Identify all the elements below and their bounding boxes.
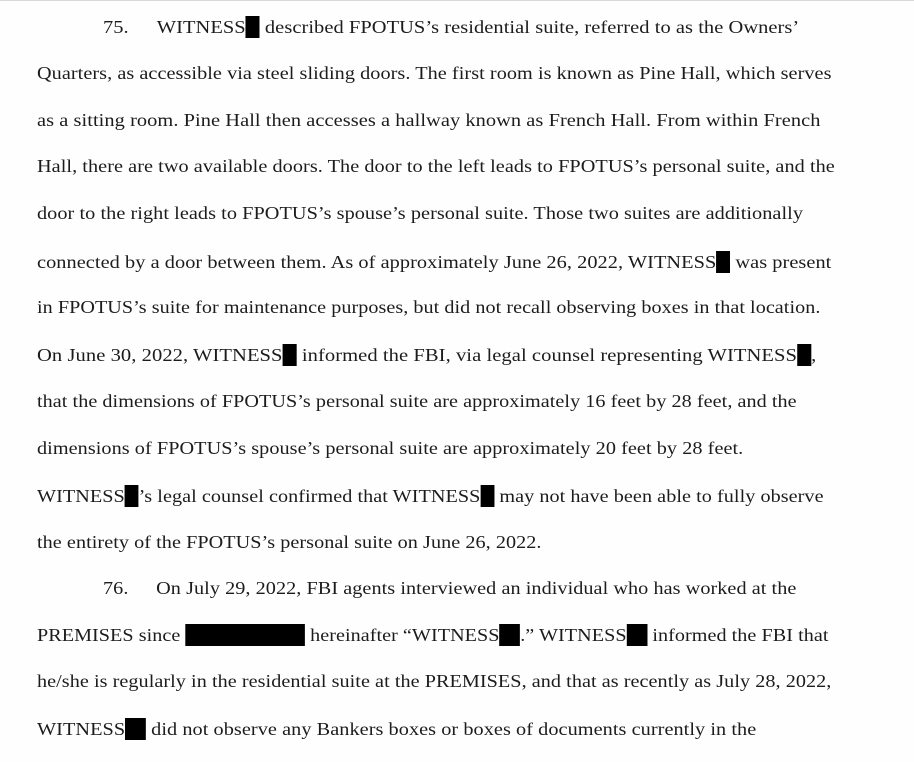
text-line [37, 110, 821, 131]
text-line [37, 297, 820, 318]
text-line [37, 485, 824, 507]
text-segment: described FPOTUS’s residential suite, referred to as the Owners’ [259, 17, 800, 37]
paragraph-number: 75. [103, 17, 129, 37]
redaction-box [500, 624, 521, 646]
text-line [37, 624, 828, 646]
text-segment: Hall, there are two available doors. The door to the left leads to FPOTUS’s personal suite, and the [37, 156, 835, 176]
text-line [37, 203, 803, 224]
text-segment: informed the FBI, via legal counsel representing WITNESS [296, 345, 798, 365]
text-segment: .” WITNESS [520, 625, 627, 645]
text-line [37, 438, 743, 459]
text-segment: On June 30, 2022, WITNESS [37, 345, 283, 365]
text-segment: the entirety of the FPOTUS’s personal suite on June 26, 2022. [37, 532, 542, 552]
text-line [103, 16, 799, 38]
text-segment: that the dimensions of FPOTUS’s personal suite are approximately 16 feet by 28 feet, and the [37, 391, 797, 411]
text-segment: WITNESS [156, 17, 246, 37]
text-line [37, 251, 831, 273]
redaction-box [716, 251, 730, 273]
text-segment: was present [730, 252, 832, 272]
redaction-box [283, 344, 297, 366]
page-top-border [0, 0, 914, 1]
text-segment: ’s legal counsel confirmed that WITNESS [138, 486, 481, 506]
redaction-box [185, 624, 305, 646]
text-segment: connected by a door between them. As of approximately June 26, 2022, WITNESS [37, 252, 717, 272]
text-segment: WITNESS [37, 486, 125, 506]
text-line [37, 344, 816, 366]
redaction-box [246, 16, 260, 38]
text-segment: On July 29, 2022, FBI agents interviewed an individual who has worked at the [156, 578, 797, 598]
paragraph-number: 76. [103, 578, 129, 598]
text-segment: dimensions of FPOTUS’s spouse’s personal suite are approximately 20 feet by 28 feet. [37, 438, 744, 458]
text-segment: he/she is regularly in the residential suite at the PREMISES, and that as recently as July 28, 2022, [37, 671, 832, 691]
redaction-box [125, 485, 139, 507]
text-segment: door to the right leads to FPOTUS’s spouse’s personal suite. Those two suites are additionally [37, 203, 804, 223]
text-segment: in FPOTUS’s suite for maintenance purposes, but did not recall observing boxes in that location. [37, 297, 821, 317]
redaction-box [480, 485, 494, 507]
text-segment: may not have been able to fully observe [494, 486, 824, 506]
text-line [37, 532, 542, 553]
redaction-box [125, 718, 146, 740]
text-segment: Quarters, as accessible via steel sliding doors. The first room is known as Pine Hall, which serves [37, 63, 832, 83]
text-line [37, 63, 832, 84]
text-line [37, 156, 835, 177]
text-segment: PREMISES since [37, 625, 186, 645]
text-line [37, 391, 797, 412]
text-segment: hereinafter “WITNESS [305, 625, 500, 645]
text-segment: , [811, 345, 817, 365]
text-segment: WITNESS [37, 719, 126, 739]
text-segment: informed the FBI that [647, 625, 829, 645]
text-segment: did not observe any Bankers boxes or boxes of documents currently in the [146, 719, 757, 739]
redaction-box [627, 624, 648, 646]
text-line [37, 718, 756, 740]
text-segment: as a sitting room. Pine Hall then accesses a hallway known as French Hall. From within French [37, 110, 821, 130]
text-line [37, 671, 831, 692]
redaction-box [797, 344, 811, 366]
text-line [103, 578, 796, 599]
